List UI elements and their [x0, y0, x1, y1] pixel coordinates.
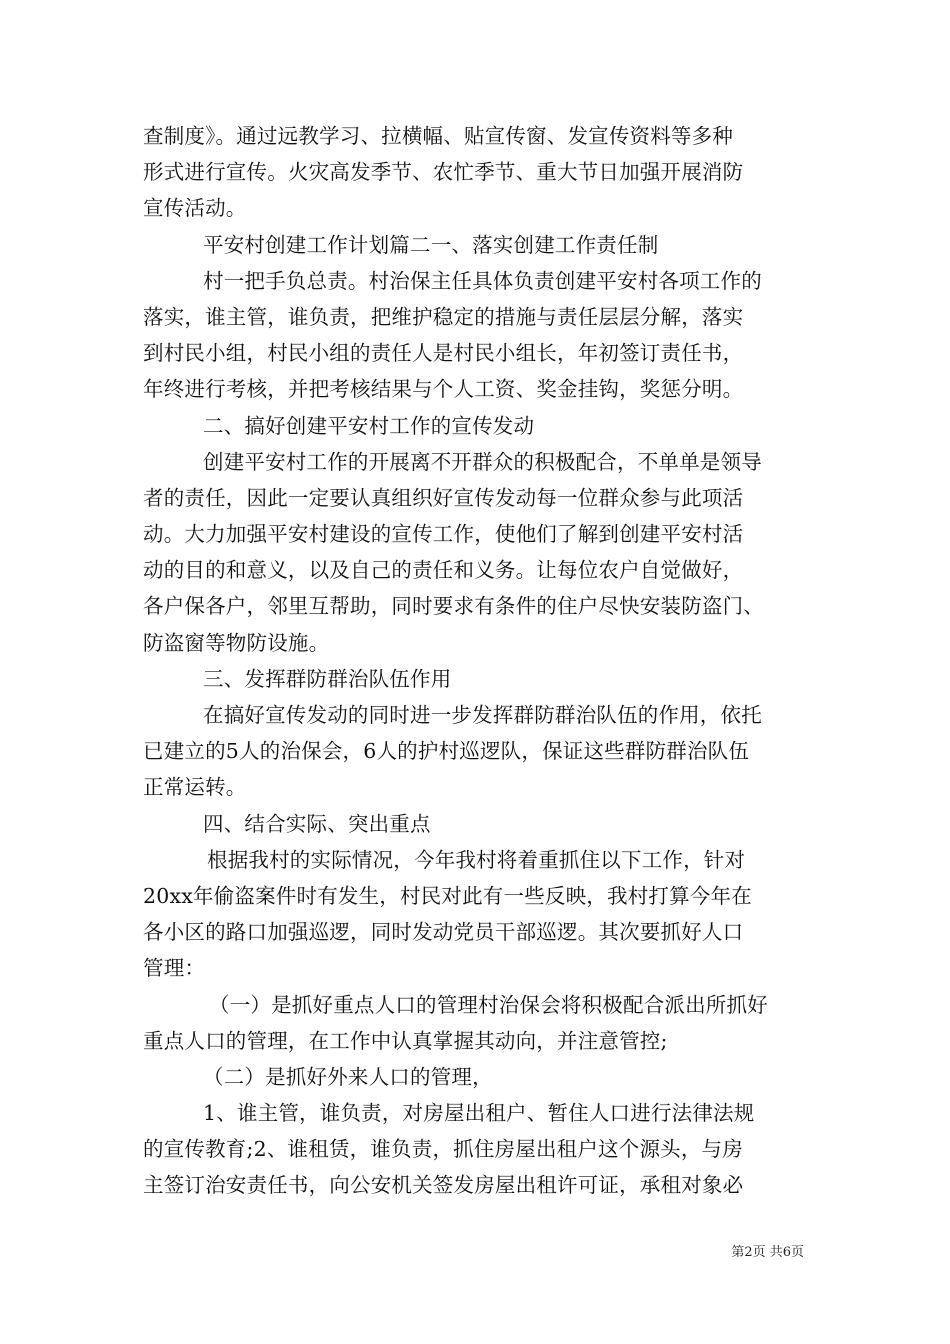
- text-line: 各户保各户，邻里互帮助，同时要求有条件的住户尽快安装防盗门、: [143, 594, 764, 619]
- text-line: 的宣传教育;2、谁租赁，谁负责，抓住房屋出租户这个源头，与房: [143, 1137, 743, 1162]
- text-line: 在搞好宣传发动的同时进一步发挥群防群治队伍的作用，依托: [203, 703, 762, 727]
- text-line: 年终进行考核，并把考核结果与个人工资、奖金挂钩，奖惩分明。: [143, 377, 744, 402]
- text-line: 防盗窗等物防设施。: [143, 630, 330, 655]
- text-line: 正常运转。: [143, 775, 247, 800]
- text-line: 落实，谁主管，谁负责，把维护稳定的措施与责任层层分解，落实: [143, 304, 744, 329]
- text-line: 村一把手负总责。村治保主任具体负责创建平安村各项工作的: [203, 268, 762, 293]
- text-line: 根据我村的实际情况，今年我村将着重抓住以下工作，针对: [207, 847, 746, 872]
- text-line: 动的目的和意义，以及自己的责任和义务。让每位农户自觉做好，: [143, 558, 744, 583]
- section-heading: 平安村创建工作计划篇二一、落实创建工作责任制: [203, 232, 659, 257]
- text-line: 20xx年偷盗案件时有发生，村民对此有一些反映，我村打算今年在: [143, 883, 752, 908]
- section-heading: 四、结合实际、突出重点: [203, 811, 431, 836]
- text-line: （二）是抓好外来人口的管理，: [203, 1064, 493, 1089]
- text-line: 查制度》。通过远教学习、拉横幅、贴宣传窗、发宣传资料等多种: [143, 124, 734, 148]
- text-line: 1、谁主管，谁负责，对房屋出租户、暂住人口进行法律法规: [203, 1101, 755, 1126]
- document-body: [143, 118, 823, 1204]
- text-line: 各小区的路口加强巡逻，同时发动党员干部巡逻。其次要抓好人口: [143, 920, 744, 945]
- text-line: 者的责任，因此一定要认真组织好宣传发动每一位群众参与此项活: [143, 485, 744, 510]
- text-line: 动。大力加强平安村建设的宣传工作，使他们了解到创建平安村活: [143, 522, 744, 547]
- text-line: 创建平安村工作的开展离不开群众的积极配合，不单单是领导: [203, 449, 762, 474]
- text-line: 已建立的5人的治保会，6人的护村巡逻队，保证这些群防群治队伍: [143, 739, 750, 764]
- text-line: 管理：: [143, 956, 206, 981]
- text-line: 重点人口的管理，在工作中认真掌握其动向，并注意管控;: [143, 1028, 668, 1053]
- text-line: 形式进行宣传。火灾高发季节、农忙季节、重大节日加强开展消防: [143, 160, 744, 185]
- text-line: 宣传活动。: [143, 196, 247, 221]
- page-number-footer: 第2页 共6页: [731, 1245, 804, 1260]
- section-heading: 三、发挥群防群治队伍作用: [203, 666, 452, 691]
- text-line: （一）是抓好重点人口的管理村治保会将积极配合派出所抓好: [209, 992, 768, 1017]
- section-heading: 二、搞好创建平安村工作的宣传发动: [203, 413, 535, 438]
- text-line: 主签订治安责任书，向公安机关签发房屋出租许可证，承租对象必: [143, 1173, 744, 1198]
- text-line: 到村民小组，村民小组的责任人是村民小组长，年初签订责任书，: [143, 341, 744, 366]
